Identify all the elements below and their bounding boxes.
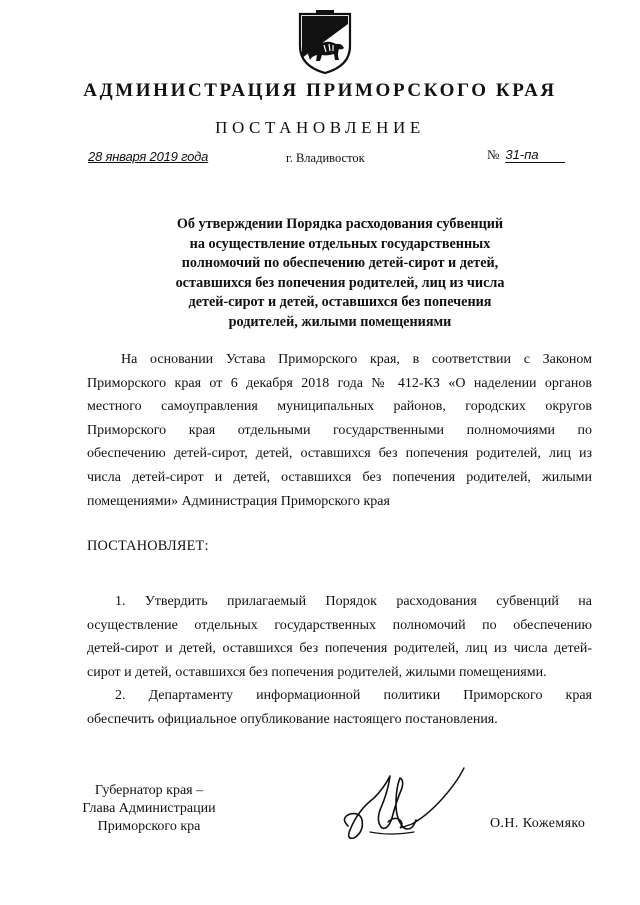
signer-title-line: Губернатор края – bbox=[94, 783, 204, 798]
title-line: родителей, жилыми помещениями bbox=[228, 313, 452, 330]
paragraph-line: местного самоуправления муниципальных районов, городских округов bbox=[87, 399, 592, 415]
organization-title: АДМИНИСТРАЦИЯ ПРИМОРСКОГО КРАЯ bbox=[83, 80, 557, 101]
document-date: 28 января 2019 года bbox=[88, 149, 209, 164]
title-line: оставшихся без попечения родителей, лиц из числа bbox=[175, 274, 505, 291]
handwritten-signature-icon bbox=[330, 758, 480, 848]
paragraph-line: детей-сирот и детей, оставшихся без попечения родителей, лиц из числа детей- bbox=[87, 641, 592, 657]
paragraph-line: 2. Департаменту информационной политики Приморского края bbox=[115, 688, 592, 703]
item-2-paragraph bbox=[87, 684, 592, 731]
paragraph-line: обеспечению детей-сирот, детей, оставшихся без попечения родителей, лиц из bbox=[87, 446, 592, 462]
paragraph-line: сирот и детей, оставшихся без попечения родителей, жилыми помещениями. bbox=[87, 664, 547, 680]
signer-name: О.Н. Кожемяко bbox=[490, 816, 586, 831]
paragraph-line: 1. Утвердить прилагаемый Порядок расходования субвенций на bbox=[115, 594, 592, 609]
paragraph-line: На основании Устава Приморского края, в соответствии с Законом bbox=[121, 352, 592, 367]
document-number: 31-па bbox=[505, 147, 565, 163]
basis-paragraph bbox=[87, 348, 592, 513]
item-1-paragraph bbox=[87, 590, 592, 684]
paragraph-line: обеспечить официальное опубликование настоящего постановления. bbox=[87, 711, 498, 727]
decree-word: ПОСТАНОВЛЯЕТ: bbox=[87, 538, 209, 554]
signer-title bbox=[64, 782, 234, 836]
paragraph-line: Приморского края от 6 декабря 2018 года № 412-КЗ «О наделении органов bbox=[87, 375, 592, 391]
title-line: Об утверждении Порядка расходования субвенций bbox=[176, 216, 504, 232]
document-type: ПОСТАНОВЛЕНИЕ bbox=[215, 118, 425, 137]
coat-of-arms-icon bbox=[296, 10, 354, 76]
number-sign: № bbox=[487, 147, 500, 162]
document-title bbox=[160, 215, 520, 332]
signer-title-line: Глава Администрации bbox=[82, 801, 216, 816]
title-line: детей-сирот и детей, оставшихся без попечения bbox=[188, 294, 492, 310]
document-number-block bbox=[487, 147, 565, 163]
title-line: полномочий по обеспечению детей-сирот и детей, bbox=[181, 255, 499, 271]
title-line: на осуществление отдельных государственных bbox=[189, 235, 491, 252]
paragraph-line: осуществление отдельных государственных полномочий по обеспечению bbox=[87, 617, 592, 633]
paragraph-line: помещениями» Администрация Приморского края bbox=[87, 493, 390, 509]
document-place: г. Владивосток bbox=[286, 151, 365, 165]
paragraph-line: числа детей-сирот и детей, оставшихся без попечения родителей, жилыми bbox=[87, 469, 592, 485]
signer-title-line: Приморского кра bbox=[97, 819, 201, 834]
paragraph-line: Приморского края отдельными государственными полномочиями по bbox=[87, 422, 592, 438]
